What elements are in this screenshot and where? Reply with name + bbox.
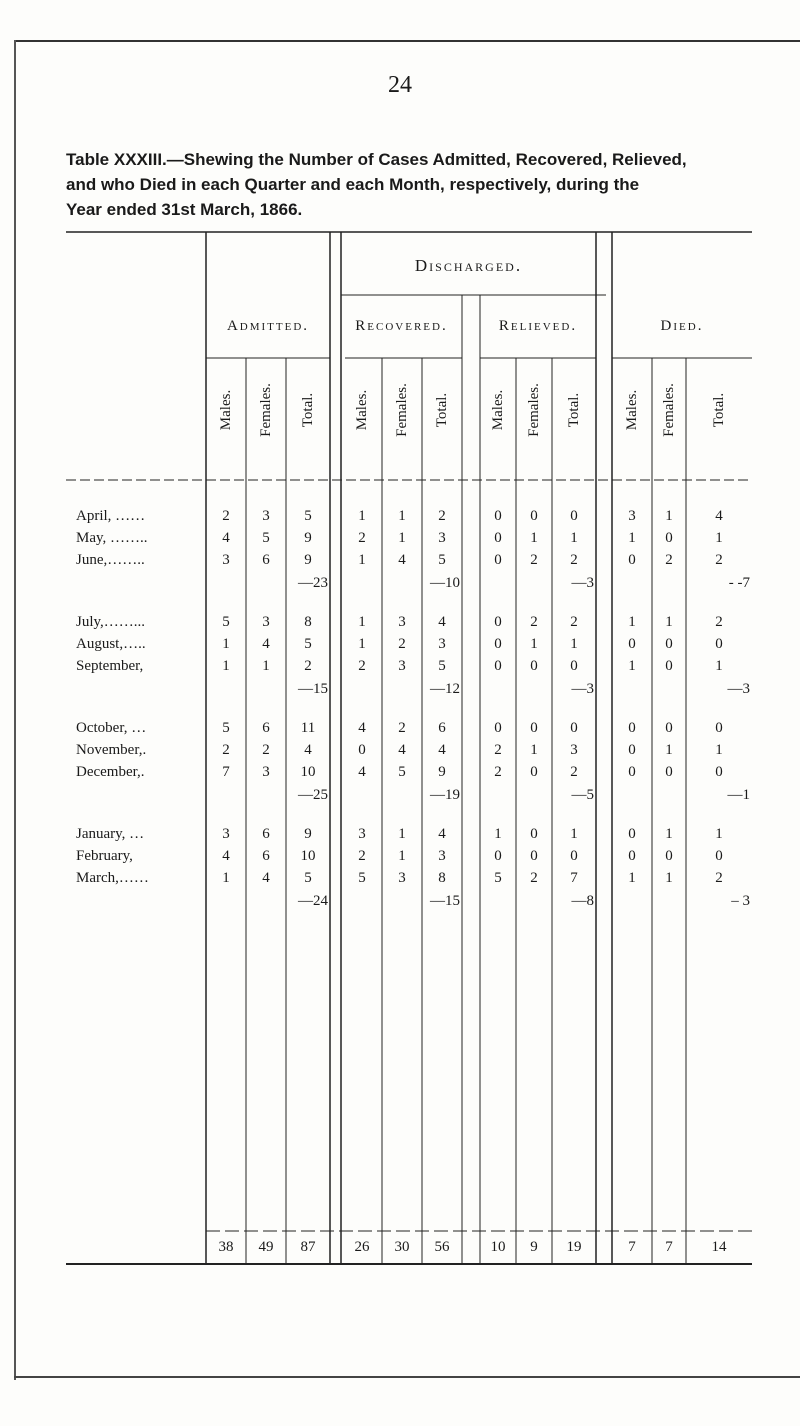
- col-header-females: Females.: [661, 383, 677, 437]
- cell-total: 6: [438, 720, 446, 736]
- cell-total: 4: [304, 742, 312, 758]
- table-title-line-2: and who Died in each Quarter and each Month, respectively, during the: [66, 175, 640, 194]
- cell-females: 3: [262, 764, 270, 780]
- total-total: 19: [566, 1239, 582, 1255]
- cell-males: 3: [628, 508, 636, 524]
- cell-total: 0: [715, 636, 723, 652]
- total-females: 9: [530, 1239, 538, 1255]
- cell-males: 2: [358, 658, 366, 674]
- total-males: 10: [490, 1239, 506, 1255]
- cell-males: 1: [628, 658, 636, 674]
- cell-males: 0: [494, 636, 502, 652]
- header-died: Died.: [660, 318, 704, 334]
- cell-females: 5: [398, 764, 406, 780]
- cell-total: 2: [715, 614, 723, 630]
- cell-females: 1: [665, 870, 673, 886]
- cell-total: 2: [570, 614, 578, 630]
- cell-males: 2: [222, 508, 230, 524]
- cell-males: 7: [222, 764, 230, 780]
- col-header-total: Total.: [711, 392, 727, 428]
- cell-females: 1: [665, 826, 673, 842]
- quarter-subtotal-admitted: —24: [298, 893, 328, 909]
- cell-males: 1: [628, 530, 636, 546]
- cell-total: 4: [438, 614, 446, 630]
- cell-total: 9: [438, 764, 446, 780]
- cell-males: 2: [358, 530, 366, 546]
- col-header-females: Females.: [526, 383, 542, 437]
- row-month-label: May, ……..: [76, 530, 148, 546]
- cell-males: 1: [222, 636, 230, 652]
- cell-males: 1: [222, 658, 230, 674]
- cell-females: 2: [398, 636, 406, 652]
- cell-total: 0: [715, 720, 723, 736]
- cell-females: 1: [530, 530, 538, 546]
- cell-total: 9: [304, 826, 312, 842]
- col-header-females: Females.: [394, 383, 410, 437]
- cell-total: 1: [570, 636, 578, 652]
- cell-total: 3: [438, 530, 446, 546]
- cell-females: 2: [665, 552, 673, 568]
- cell-females: 2: [530, 552, 538, 568]
- cell-females: 6: [262, 826, 270, 842]
- cell-females: 0: [530, 720, 538, 736]
- cell-females: 4: [398, 552, 406, 568]
- total-total: 87: [300, 1239, 316, 1255]
- quarter-subtotal-recovered: —15: [430, 893, 460, 909]
- cell-males: 0: [628, 826, 636, 842]
- cell-total: 0: [715, 848, 723, 864]
- cell-total: 2: [570, 552, 578, 568]
- cell-males: 1: [222, 870, 230, 886]
- cell-males: 1: [628, 870, 636, 886]
- cell-males: 5: [222, 720, 230, 736]
- total-males: 26: [354, 1239, 370, 1255]
- quarter-subtotal-died: —1: [727, 787, 750, 803]
- total-females: 7: [665, 1239, 673, 1255]
- cell-total: 3: [438, 848, 446, 864]
- row-month-label: February,: [76, 848, 133, 864]
- col-header-total: Total.: [434, 392, 450, 428]
- cell-males: 0: [628, 552, 636, 568]
- total-males: 7: [628, 1239, 636, 1255]
- row-month-label: July,……...: [76, 614, 146, 630]
- row-month-label: June,……..: [76, 552, 145, 568]
- row-month-label: November,.: [76, 742, 147, 758]
- cell-total: 11: [300, 720, 316, 736]
- col-header-total: Total.: [566, 392, 582, 428]
- cell-males: 0: [628, 720, 636, 736]
- cell-total: 2: [715, 870, 723, 886]
- cell-males: 1: [358, 614, 366, 630]
- row-month-label: August,…..: [76, 636, 146, 652]
- cell-females: 6: [262, 552, 270, 568]
- cell-females: 4: [398, 742, 406, 758]
- total-males: 38: [218, 1239, 234, 1255]
- col-header-males: Males.: [218, 389, 234, 431]
- cell-total: 2: [304, 658, 312, 674]
- cell-total: 0: [570, 508, 578, 524]
- cell-females: 2: [530, 614, 538, 630]
- cell-females: 3: [262, 508, 270, 524]
- cell-females: 0: [530, 848, 538, 864]
- quarter-subtotal-admitted: —15: [298, 681, 328, 697]
- cell-total: 0: [715, 764, 723, 780]
- cell-total: 3: [438, 636, 446, 652]
- total-total: 56: [434, 1239, 450, 1255]
- cell-total: 0: [570, 848, 578, 864]
- cell-males: 0: [628, 764, 636, 780]
- cell-females: 3: [262, 614, 270, 630]
- cell-males: 0: [494, 848, 502, 864]
- table-title-line-1: Table XXXIII.—Shewing the Number of Cases Admitted, Recovered, Relieved,: [66, 150, 687, 169]
- cell-males: 3: [222, 826, 230, 842]
- cell-females: 1: [262, 658, 270, 674]
- cell-females: 1: [665, 742, 673, 758]
- cell-total: 2: [715, 552, 723, 568]
- cell-males: 2: [494, 742, 502, 758]
- cell-total: 9: [304, 552, 312, 568]
- cell-males: 5: [494, 870, 502, 886]
- col-header-males: Males.: [624, 389, 640, 431]
- quarter-subtotal-relieved: —5: [571, 787, 594, 803]
- cell-females: 1: [398, 508, 406, 524]
- cell-total: 1: [570, 530, 578, 546]
- cell-females: 0: [665, 720, 673, 736]
- cell-males: 2: [494, 764, 502, 780]
- cell-females: 2: [262, 742, 270, 758]
- cell-females: 0: [530, 764, 538, 780]
- total-females: 49: [258, 1239, 274, 1255]
- cell-males: 4: [358, 764, 366, 780]
- row-month-label: September,: [76, 658, 144, 674]
- cell-females: 2: [398, 720, 406, 736]
- cell-males: 4: [222, 848, 230, 864]
- cell-females: 1: [398, 826, 406, 842]
- cell-total: 1: [715, 530, 723, 546]
- cell-females: 4: [262, 636, 270, 652]
- row-month-label: October, …: [76, 720, 147, 736]
- cell-males: 0: [628, 636, 636, 652]
- quarter-subtotal-recovered: —19: [430, 787, 460, 803]
- cell-total: 4: [715, 508, 723, 524]
- cell-females: 2: [530, 870, 538, 886]
- cell-males: 0: [494, 552, 502, 568]
- cell-total: 2: [570, 764, 578, 780]
- cell-total: 9: [304, 530, 312, 546]
- cell-females: 1: [665, 508, 673, 524]
- quarter-subtotal-relieved: —3: [571, 575, 594, 591]
- cell-females: 0: [530, 508, 538, 524]
- cell-females: 0: [665, 764, 673, 780]
- quarter-subtotal-died: – 3: [731, 893, 750, 909]
- cell-females: 1: [398, 530, 406, 546]
- cell-females: 0: [665, 658, 673, 674]
- quarter-subtotal-recovered: —10: [430, 575, 460, 591]
- header-admitted: Admitted.: [226, 318, 310, 334]
- cell-females: 0: [665, 848, 673, 864]
- cell-females: 4: [262, 870, 270, 886]
- cell-total: 4: [438, 826, 446, 842]
- cell-males: 0: [358, 742, 366, 758]
- cell-females: 6: [262, 720, 270, 736]
- total-total: 14: [711, 1239, 727, 1255]
- cell-males: 0: [628, 848, 636, 864]
- header-discharged: Discharged.: [414, 256, 523, 275]
- cell-males: 3: [358, 826, 366, 842]
- cell-females: 3: [398, 614, 406, 630]
- cell-males: 1: [358, 552, 366, 568]
- quarter-subtotal-relieved: —8: [571, 893, 594, 909]
- quarter-subtotal-died: - -7: [728, 575, 750, 591]
- cell-males: 5: [222, 614, 230, 630]
- cell-females: 1: [665, 614, 673, 630]
- cell-males: 5: [358, 870, 366, 886]
- row-month-label: March,……: [76, 870, 149, 886]
- cell-total: 0: [570, 720, 578, 736]
- cell-females: 1: [530, 742, 538, 758]
- quarter-subtotal-admitted: —23: [298, 575, 328, 591]
- cell-females: 0: [665, 530, 673, 546]
- cell-females: 1: [530, 636, 538, 652]
- quarter-subtotal-died: —3: [727, 681, 750, 697]
- cell-males: 0: [494, 720, 502, 736]
- cell-females: 0: [665, 636, 673, 652]
- cell-total: 1: [715, 742, 723, 758]
- cell-females: 3: [398, 870, 406, 886]
- col-header-total: Total.: [300, 392, 316, 428]
- cell-total: 5: [304, 508, 312, 524]
- cell-total: 3: [570, 742, 578, 758]
- cell-total: 8: [438, 870, 446, 886]
- cell-total: 4: [438, 742, 446, 758]
- quarter-subtotal-admitted: —25: [298, 787, 328, 803]
- col-header-males: Males.: [354, 389, 370, 431]
- quarter-subtotal-recovered: —12: [430, 681, 460, 697]
- total-females: 30: [394, 1239, 410, 1255]
- cell-males: 0: [494, 508, 502, 524]
- cell-females: 6: [262, 848, 270, 864]
- cell-males: 1: [494, 826, 502, 842]
- cell-total: 1: [715, 826, 723, 842]
- cell-total: 2: [438, 508, 446, 524]
- quarter-subtotal-relieved: —3: [571, 681, 594, 697]
- cell-females: 5: [262, 530, 270, 546]
- cell-total: 7: [570, 870, 578, 886]
- cell-males: 1: [358, 636, 366, 652]
- cell-males: 0: [628, 742, 636, 758]
- cell-total: 1: [715, 658, 723, 674]
- cell-males: 4: [358, 720, 366, 736]
- cell-total: 10: [300, 764, 316, 780]
- cell-total: 0: [570, 658, 578, 674]
- cell-males: 3: [222, 552, 230, 568]
- col-header-males: Males.: [490, 389, 506, 431]
- cell-males: 2: [358, 848, 366, 864]
- row-month-label: January, …: [76, 826, 145, 842]
- cell-males: 0: [494, 658, 502, 674]
- table-title-line-3: Year ended 31st March, 1866.: [66, 200, 303, 219]
- cell-males: 2: [222, 742, 230, 758]
- header-relieved: Relieved.: [498, 318, 578, 334]
- cell-males: 1: [628, 614, 636, 630]
- cell-males: 0: [494, 614, 502, 630]
- cell-total: 1: [570, 826, 578, 842]
- header-recovered: Recovered.: [355, 318, 448, 334]
- cell-total: 5: [438, 658, 446, 674]
- cell-males: 0: [494, 530, 502, 546]
- cell-total: 8: [304, 614, 312, 630]
- row-month-label: December,.: [76, 764, 145, 780]
- cell-females: 1: [398, 848, 406, 864]
- row-month-label: April, ……: [76, 508, 146, 524]
- page-number: 24: [388, 72, 412, 98]
- cell-females: 0: [530, 826, 538, 842]
- cell-total: 5: [438, 552, 446, 568]
- col-header-females: Females.: [258, 383, 274, 437]
- cell-males: 1: [358, 508, 366, 524]
- cell-total: 5: [304, 636, 312, 652]
- cell-total: 5: [304, 870, 312, 886]
- cell-females: 3: [398, 658, 406, 674]
- cell-total: 10: [300, 848, 316, 864]
- cell-males: 4: [222, 530, 230, 546]
- cell-females: 0: [530, 658, 538, 674]
